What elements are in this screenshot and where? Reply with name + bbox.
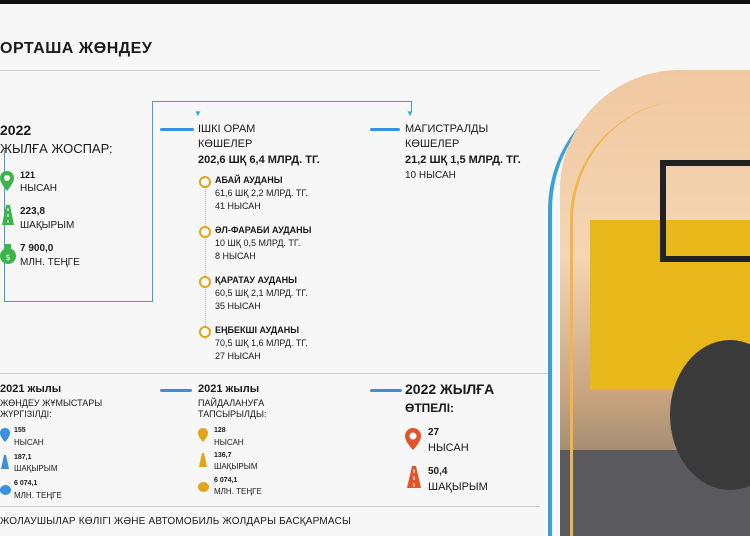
footer-text: ЖОЛАУШЫЛАР КӨЛІГІ ЖӘНЕ АВТОМОБИЛЬ ЖОЛДАРЫ БАСҚАРМАСЫ [0,516,352,527]
main-accent-dash [370,128,400,131]
connector-bottom [4,301,153,302]
road-icon [198,453,208,467]
svg-text:$: $ [5,253,11,262]
plan-unit-1: НЫСАН [20,183,57,194]
main-total: 21,2 ШҚ 1,5 МЛРД. ТГ. [405,154,521,166]
b2021b-value-3: 6 074,1 [214,477,238,484]
b2021b-value-2: 136,7 [214,452,232,459]
b2022-value-2: 50,4 [428,466,448,477]
main-count: 10 НЫСАН [405,170,456,181]
district-line1-karatau: 60,5 ШҚ 2,1 МЛРД. ТГ. [215,288,308,298]
district-marker-icon [199,226,211,238]
inner-title-2: КӨШЕЛЕР [198,138,253,150]
inner-accent-dash [160,128,194,131]
b2021b-unit-3: МЛН. ТЕҢГЕ [214,487,262,496]
arrow-down-icon: ▼ [194,109,202,118]
road-icon [0,205,16,225]
b2022-unit-2: ШАҚЫРЫМ [428,481,488,493]
road-icon [0,455,10,469]
inner-title-1: ІШКІ ОРАМ [198,123,256,135]
b2021a-sub1: ЖӨНДЕУ ЖҰМЫСТАРЫ [0,398,103,408]
district-line1-enbekshi: 70,5 ШҚ 1,6 МЛРД. ТГ. [215,338,308,348]
district-marker-icon [199,326,211,338]
district-timeline [205,180,206,340]
title-divider [0,70,600,71]
plan-unit-3: МЛН. ТЕҢГЕ [20,257,80,268]
b2021a-value-3: 6 074,1 [14,480,38,487]
b2021b-unit-2: ШАҚЫРЫМ [214,462,258,471]
b2021b-title: 2021 жылы [198,383,260,395]
b2021a-title: 2021 жылы [0,383,62,395]
b2021a-value-1: 155 [14,427,26,434]
top-bar [0,0,750,4]
b2021b-accent-dash [160,389,192,392]
page-title: ОРТАША ЖӨНДЕУ [0,40,153,57]
b2021a-unit-2: ШАҚЫРЫМ [14,464,58,473]
plan-unit-2: ШАҚЫРЫМ [20,220,75,231]
money-bag-icon [198,478,209,492]
plan-value-2: 223,8 [20,206,46,217]
b2021b-unit-1: НЫСАН [214,438,244,447]
location-pin-icon [405,428,421,450]
b2022-title: 2022 ЖЫЛҒА [405,381,495,397]
plan-year: 2022 [0,122,32,138]
road-icon [405,466,423,488]
money-bag-icon [0,481,11,495]
district-marker-icon [199,176,211,188]
b2021a-unit-3: МЛН. ТЕҢГЕ [14,491,62,500]
district-name-alfarabi: ӘЛ-ФАРАБИ АУДАНЫ [215,225,312,235]
main-title-2: КӨШЕЛЕР [405,138,460,150]
b2022-accent-dash [370,389,402,392]
district-name-enbekshi: ЕҢБЕКШІ АУДАНЫ [215,325,300,335]
decorative-arc-orange [570,100,693,536]
footer-divider [0,506,540,507]
b2021b-sub1: ПАЙДАЛАНУҒА [198,398,265,408]
connector-top [152,101,412,112]
b2022-sub: ӨТПЕЛІ: [405,401,455,415]
inner-total: 202,6 ШҚ 6,4 МЛРД. ТГ. [198,154,320,166]
location-pin-icon [198,428,208,442]
plan-label: ЖЫЛҒА ЖОСПАР: [0,141,113,156]
district-line1-alfarabi: 10 ШҚ 0,5 МЛРД. ТГ. [215,238,301,248]
connector-left [152,101,153,301]
arrow-down-icon: ▼ [406,109,414,118]
b2022-value-1: 27 [428,427,440,438]
section-divider [0,373,548,374]
b2022-unit-1: НЫСАН [428,442,469,454]
district-name-abai: АБАЙ АУДАНЫ [215,175,283,185]
b2021b-sub2: ТАПСЫРЫЛДЫ: [198,409,267,419]
b2021b-value-1: 128 [214,427,226,434]
district-line1-abai: 61,6 ШҚ 2,2 МЛРД. ТГ. [215,188,308,198]
district-marker-icon [199,276,211,288]
plan-value-1: 121 [20,170,36,180]
district-line2-karatau: 35 НЫСАН [215,301,261,311]
location-pin-icon [0,428,10,442]
district-name-karatau: ҚАРАТАУ АУДАНЫ [215,275,297,285]
money-bag-icon [0,242,16,264]
b2021a-value-2: 187,1 [14,454,32,461]
district-line2-abai: 41 НЫСАН [215,201,261,211]
main-title-1: МАГИСТРАЛДЫ [405,123,489,135]
b2021a-sub2: ЖҮРГІЗІЛДІ: [0,409,52,419]
district-line2-enbekshi: 27 НЫСАН [215,351,261,361]
b2021a-unit-1: НЫСАН [14,438,44,447]
plan-value-3: 7 900,0 [20,243,54,254]
location-pin-icon [0,171,14,191]
district-line2-alfarabi: 8 НЫСАН [215,251,256,261]
